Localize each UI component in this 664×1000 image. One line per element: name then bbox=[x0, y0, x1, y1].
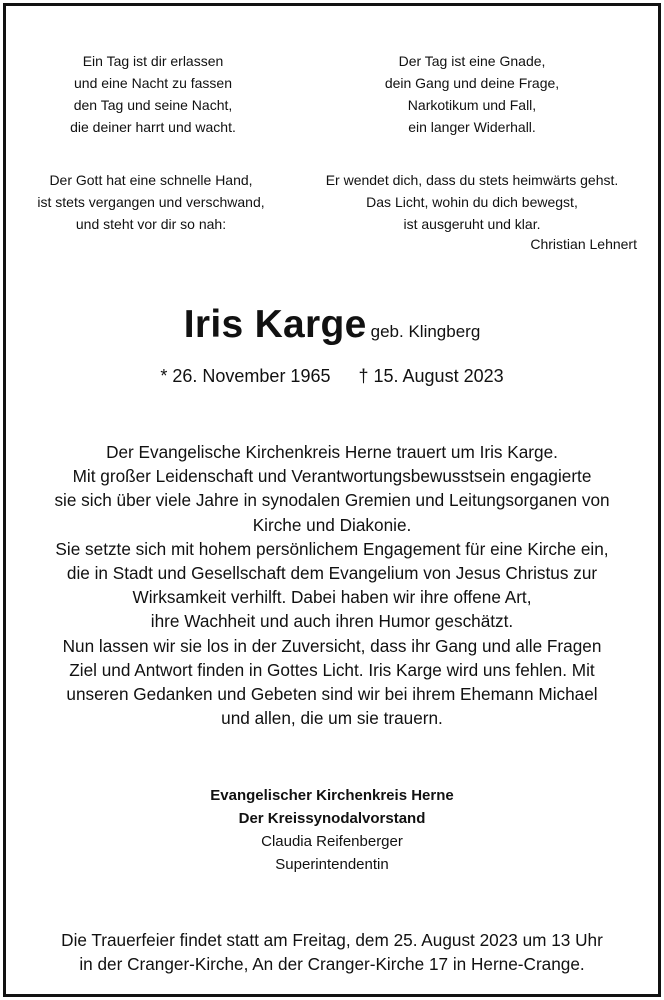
text-line: sie sich über viele Jahre in synodalen Gremien und Leitungsorganen von bbox=[54, 490, 610, 511]
signature-role: Superintendentin bbox=[275, 856, 389, 873]
birth-date: * 26. November 1965 bbox=[160, 366, 331, 386]
poem-stanza-left-2 bbox=[16, 169, 286, 235]
poem-line: Ein Tag ist dir erlassen bbox=[82, 53, 224, 69]
text-line: Mit großer Leidenschaft und Verantwortungsbewusstsein engagierte bbox=[72, 466, 592, 487]
poem-line: und steht vor dir so nah: bbox=[75, 216, 227, 232]
poem-line: den Tag und seine Nacht, bbox=[73, 97, 233, 113]
text-line: Wirksamkeit verhilft. Dabei haben wir ihre offene Art, bbox=[132, 587, 532, 608]
poem-stanza-left-1 bbox=[26, 50, 280, 138]
signature-person: Claudia Reifenberger bbox=[261, 833, 403, 850]
signature-block bbox=[0, 784, 664, 876]
poem-line: die deiner harrt und wacht. bbox=[70, 119, 236, 135]
text-line: Kirche und Diakonie. bbox=[252, 514, 412, 535]
text-line: ihre Wachheit und auch ihren Humor geschätzt. bbox=[150, 611, 514, 632]
text-line: Ziel und Antwort finden in Gottes Licht. Iris Karge wird uns fehlen. Mit bbox=[69, 659, 595, 680]
life-dates bbox=[0, 364, 664, 388]
death-date: † 15. August 2023 bbox=[358, 366, 504, 386]
poem-line: Er wendet dich, dass du stets heimwärts gehst. bbox=[325, 172, 619, 188]
signature-board: Der Kreissynodalvorstand bbox=[238, 810, 426, 827]
text-line: Der Evangelische Kirchenkreis Herne trauert um Iris Karge. bbox=[106, 442, 558, 462]
poem-stanza-right-2 bbox=[300, 169, 644, 235]
text-line: Nun lassen wir sie los in der Zuversicht, dass ihr Gang und alle Fragen bbox=[62, 635, 602, 656]
poem-line: dein Gang und deine Frage, bbox=[384, 75, 560, 91]
text-line: die in Stadt und Gesellschaft dem Evangelium von Jesus Christus zur bbox=[66, 563, 598, 584]
poem-line: ist ausgeruht und klar. bbox=[403, 216, 541, 232]
signature-organization: Evangelischer Kirchenkreis Herne bbox=[210, 787, 454, 804]
text-line: Sie setzte sich mit hohem persönlichem Engagement für eine Kirche ein, bbox=[55, 538, 609, 559]
deceased-name: Iris Karge bbox=[183, 303, 367, 346]
deceased-name-block bbox=[0, 303, 664, 347]
poem-line: Narkotikum und Fall, bbox=[407, 97, 537, 113]
poem-line: ist stets vergangen und verschwand, bbox=[37, 194, 265, 210]
poem-line: ein langer Widerhall. bbox=[408, 119, 536, 135]
text-line: und allen, die um sie trauern. bbox=[221, 708, 443, 729]
poem-line: und eine Nacht zu fassen bbox=[74, 75, 232, 91]
funeral-line: Die Trauerfeier findet statt am Freitag, dem 25. August 2023 um 13 Uhr bbox=[61, 930, 603, 950]
text-line: unseren Gedanken und Gebeten sind wir bei ihrem Ehemann Michael bbox=[66, 684, 598, 705]
poem-line: Der Tag ist eine Gnade, bbox=[398, 53, 546, 69]
funeral-line: in der Cranger-Kirche, An der Cranger-Kirche 17 in Herne-Crange. bbox=[79, 954, 585, 975]
birth-name: geb. Klingberg bbox=[370, 322, 481, 341]
poem-author: Christian Lehnert bbox=[530, 236, 637, 252]
obituary-text bbox=[20, 440, 644, 730]
poem-line: Der Gott hat eine schnelle Hand, bbox=[49, 172, 253, 188]
poem-line: Das Licht, wohin du dich bewegst, bbox=[366, 194, 578, 210]
poem-stanza-right-1 bbox=[307, 50, 637, 138]
funeral-notice bbox=[0, 928, 664, 976]
